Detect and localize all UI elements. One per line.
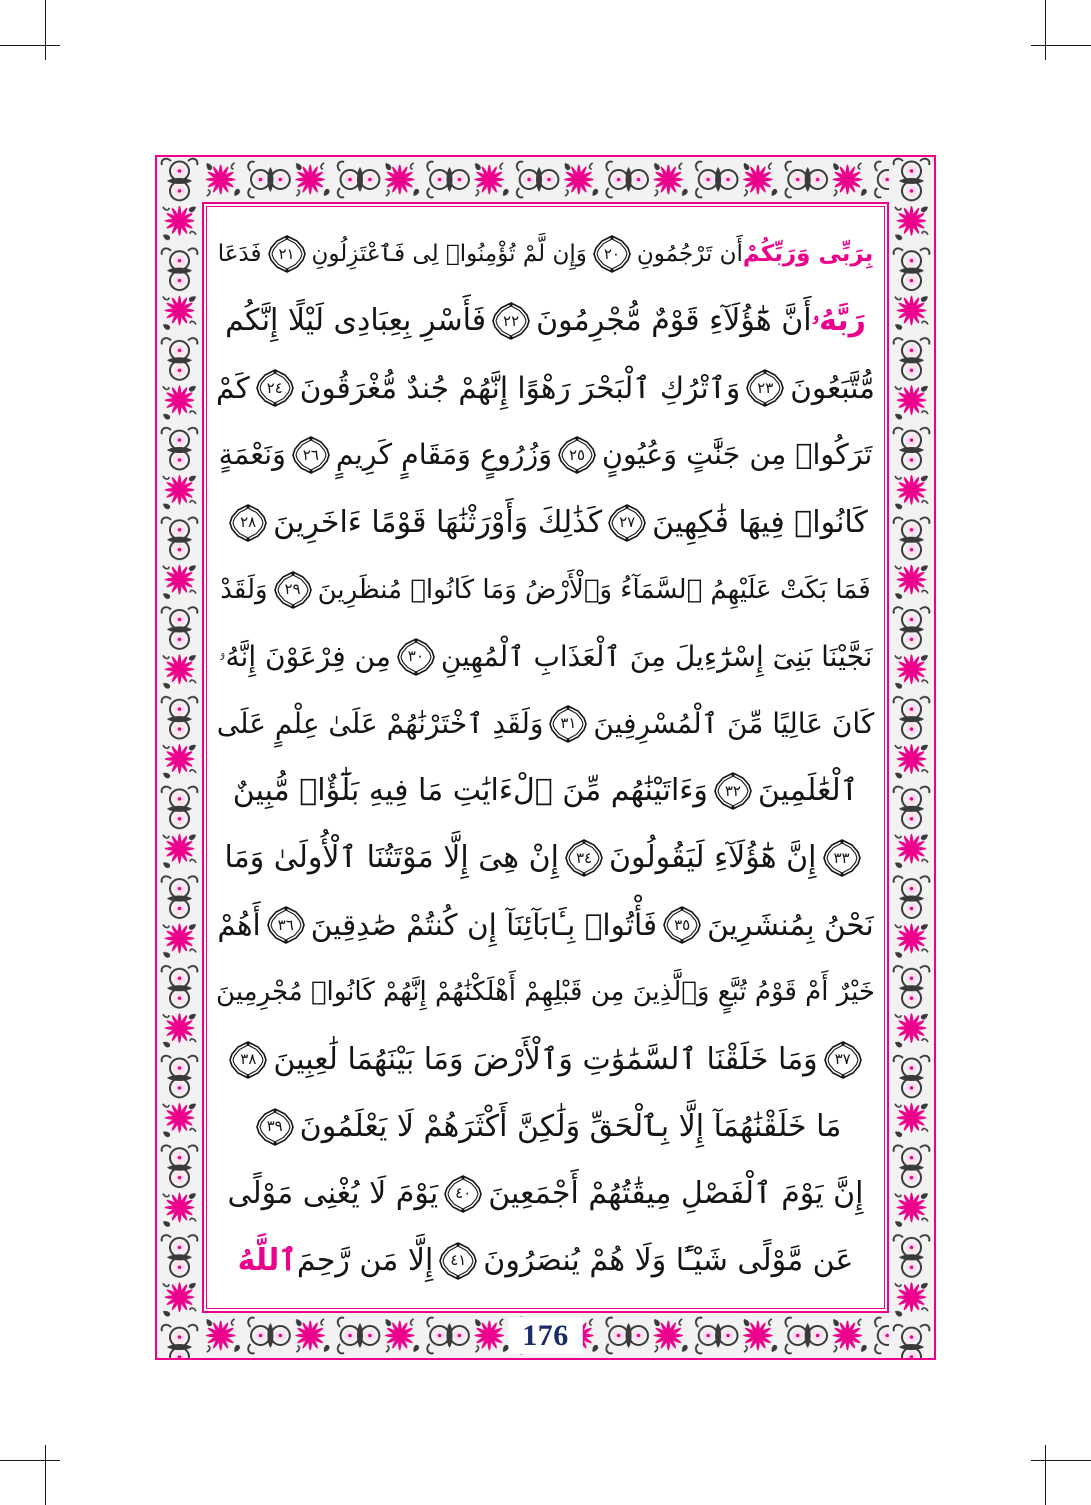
ayah-text: تَرَكُوا۟ مِن جَنَّٰتٍ وَعُيُونٍ (602, 438, 873, 472)
ayah-text: إِنَّ هَٰٓؤُلَآءِ لَيَقُولُونَ (609, 840, 817, 876)
ayah-text: فَأَسْرِ بِعِبَادِى لَيْلًا إِنَّكُم (225, 303, 487, 339)
ayah-line (215, 1094, 876, 1160)
verse-number-marker (607, 503, 647, 543)
verse-number-marker (822, 838, 862, 878)
ayah-line (215, 624, 876, 690)
ayah-text: فَمَا بَكَتْ عَلَيْهِمُ ٱلسَّمَآءُ وَٱلْأَرْضُ وَمَا كَانُوا۟ مُنظَرِينَ (317, 574, 871, 605)
ayah-line (215, 691, 876, 757)
verse-number-text: ٣٠ (407, 647, 424, 666)
verse-number-marker (557, 435, 597, 475)
verse-number-marker (592, 234, 632, 274)
ayah-text: خَيْرٌ أَمْ قَوْمُ تُبَّعٍ وَٱلَّذِينَ مِن قَبْلِهِمْ أَهْلَكْنَٰهُمْ إِنَّهُمْ كَانُوا۟ مُجْرِمِينَ (216, 977, 875, 1008)
ayah-line (215, 892, 876, 958)
ayah-text: كَانُوا۟ فِيهَا فَٰكِهِينَ (652, 504, 868, 540)
ayah-text: نَجَّيْنَا بَنِىٓ إِسْرَٰٓءِيلَ مِنَ ٱلْعَذَابِ ٱلْمُهِينِ (440, 639, 873, 673)
verse-number-marker (255, 1107, 295, 1147)
verse-number-text: ٢٣ (757, 378, 774, 397)
ayah-line (215, 959, 876, 1025)
ayah-line (215, 490, 876, 556)
ayah-line (215, 1228, 876, 1294)
cropmark-top-right-vertical (1045, 0, 1046, 60)
verse-number-text: ٣٨ (240, 1050, 257, 1068)
border-ornament-left (157, 157, 202, 1358)
ayah-text: فَأْتُوا۟ بِـَٔابَآئِنَآ إِن كُنتُمْ صَٰدِقِينَ (310, 907, 658, 942)
highlighted-word: بِرَبِّى وَرَبِّكُمْ (742, 240, 874, 267)
ayah-text: وَإِن لَّمْ تُؤْمِنُوا۟ لِى فَٱعْتَزِلُونِ (311, 240, 587, 267)
cropmark-bottom-right-vertical (1045, 1445, 1046, 1505)
verse-number-marker (823, 1040, 863, 1080)
highlighted-word: ٱللَّهُ (237, 1242, 297, 1278)
ayah-text: وَلَقَدِ ٱخْتَرْنَٰهُمْ عَلَىٰ عِلْمٍ عَلَى (216, 706, 544, 740)
page-number: 176 (508, 1317, 583, 1354)
ayah-text: إِنْ هِىَ إِلَّا مَوْتَتُنَا ٱلْأُولَىٰ وَمَا (224, 840, 559, 876)
cropmark-top-left-horizontal (0, 45, 60, 46)
verse-number-marker (255, 368, 295, 408)
verse-number-text: ٢٠ (603, 244, 620, 263)
verse-number-text: ٢٨ (240, 513, 257, 531)
quran-text-area (213, 215, 878, 1300)
verse-number-marker (662, 905, 702, 945)
verse-number-marker (267, 234, 307, 274)
verse-number-text: ٢٩ (284, 580, 301, 599)
ayah-line (215, 422, 876, 488)
verse-number-marker (713, 771, 753, 811)
ayah-text: مِن فِرْعَوْنَ إِنَّهُۥ (218, 639, 391, 673)
ayah-text: مَا خَلَقْنَٰهُمَآ إِلَّا بِٱلْحَقِّ وَلَٰكِنَّ أَكْثَرَهُمْ لَا يَعْلَمُونَ (299, 1108, 842, 1144)
verse-number-marker (228, 1040, 268, 1080)
cropmark-bottom-left-vertical (45, 1445, 46, 1505)
cropmark-top-right-horizontal (1031, 45, 1091, 46)
verse-number-text: ٢٥ (568, 445, 586, 464)
ayah-text: أَن تَرْجُمُونِ (636, 240, 743, 267)
ayah-line (215, 1161, 876, 1227)
ayah-text: وَمَا خَلَقْنَا ٱلسَّمَٰوَٰتِ وَٱلْأَرْضَ وَمَا بَيْنَهُمَا لَٰعِبِينَ (273, 1041, 818, 1077)
ayah-line (215, 221, 876, 287)
ayah-text: فَدَعَا (217, 240, 262, 267)
border-ornament-top (157, 157, 934, 202)
ayah-text: أَنَّ هَٰٓؤُلَآءِ قَوْمٌ مُّجْرِمُونَ (536, 303, 812, 339)
verse-number-text: ٣٢ (724, 781, 741, 800)
ayah-text: عَن مَّوْلًى شَيْـًٔا وَلَا هُمْ يُنصَرُونَ (483, 1242, 854, 1278)
verse-number-text: ٢٦ (302, 445, 319, 464)
verse-number-marker (266, 905, 306, 945)
ayah-line (215, 825, 876, 891)
cropmark-bottom-left-horizontal (0, 1460, 60, 1461)
ayah-line (215, 288, 876, 354)
ayah-text: كَانَ عَالِيًا مِّنَ ٱلْمُسْرِفِينَ (593, 706, 875, 740)
verse-number-marker (396, 637, 436, 677)
cropmark-top-left-vertical (45, 0, 46, 60)
ayah-text: نَحْنُ بِمُنشَرِينَ (707, 907, 874, 942)
verse-number-marker (273, 570, 313, 610)
cropmark-bottom-right-horizontal (1031, 1460, 1091, 1461)
ayah-text: أَهُمْ (217, 907, 261, 942)
verse-number-text: ٣١ (560, 714, 577, 733)
quran-page-frame (155, 155, 936, 1360)
verse-number-text: ٣٥ (674, 915, 691, 934)
verse-number-text: ٢٤ (266, 378, 283, 397)
verse-number-text: ٢١ (278, 244, 295, 263)
verse-number-text: ٣٦ (277, 915, 294, 934)
verse-number-text: ٣٤ (575, 848, 593, 867)
ayah-text: وَنَعْمَةٍ (218, 438, 286, 472)
ayah-text: وَزُرُوعٍ وَمَقَامٍ كَرِيمٍ (335, 438, 553, 472)
ayah-line (215, 557, 876, 623)
ayah-line (215, 355, 876, 421)
verse-number-marker (548, 704, 588, 744)
verse-number-text: ٢٧ (619, 513, 636, 531)
ayah-text: ٱلْعَٰلَمِينَ (757, 773, 859, 808)
verse-number-marker (228, 503, 268, 543)
ayah-text: وَلَقَدْ (220, 574, 268, 605)
verse-number-marker (443, 1174, 483, 1214)
verse-number-marker (491, 301, 531, 341)
border-ornament-right (889, 157, 934, 1358)
verse-number-marker (291, 435, 331, 475)
ayah-text: إِلَّا مَن رَّحِمَ (296, 1242, 434, 1278)
ayah-text: وَٱتْرُكِ ٱلْبَحْرَ رَهْوًا إِنَّهُمْ جُندٌ مُّغْرَقُونَ (299, 370, 741, 405)
ayah-text: كَمْ (216, 370, 250, 405)
ayah-text: مُّتَّبَعُونَ (790, 370, 875, 405)
highlighted-word: رَبَّهُۥ (811, 303, 866, 339)
verse-number-marker (745, 368, 785, 408)
ayah-text: إِنَّ يَوْمَ ٱلْفَصْلِ مِيقَٰتُهُمْ أَجْمَعِينَ (488, 1175, 864, 1211)
verse-number-text: ٣٣ (833, 848, 850, 867)
ayah-text: يَوْمَ لَا يُغْنِى مَوْلًى (227, 1175, 439, 1211)
ayah-line (215, 1027, 876, 1093)
verse-number-text: ٤٠ (455, 1184, 472, 1203)
verse-number-text: ٣٧ (834, 1050, 851, 1068)
ayah-text: كَذَٰلِكَ وَأَوْرَثْنَٰهَا قَوْمًا ءَاخَرِينَ (273, 504, 603, 540)
verse-number-marker (564, 838, 604, 878)
verse-number-text: ٤١ (450, 1251, 467, 1270)
ayah-text: وَءَاتَيْنَٰهُم مِّنَ ٱلْءَايَٰتِ مَا فِيهِ بَلَٰٓؤٌا۟ مُّبِينٌ (232, 773, 708, 808)
ayah-line (215, 758, 876, 824)
verse-number-marker (438, 1241, 478, 1281)
verse-number-text: ٣٩ (266, 1117, 283, 1136)
verse-number-text: ٢٢ (503, 311, 520, 330)
